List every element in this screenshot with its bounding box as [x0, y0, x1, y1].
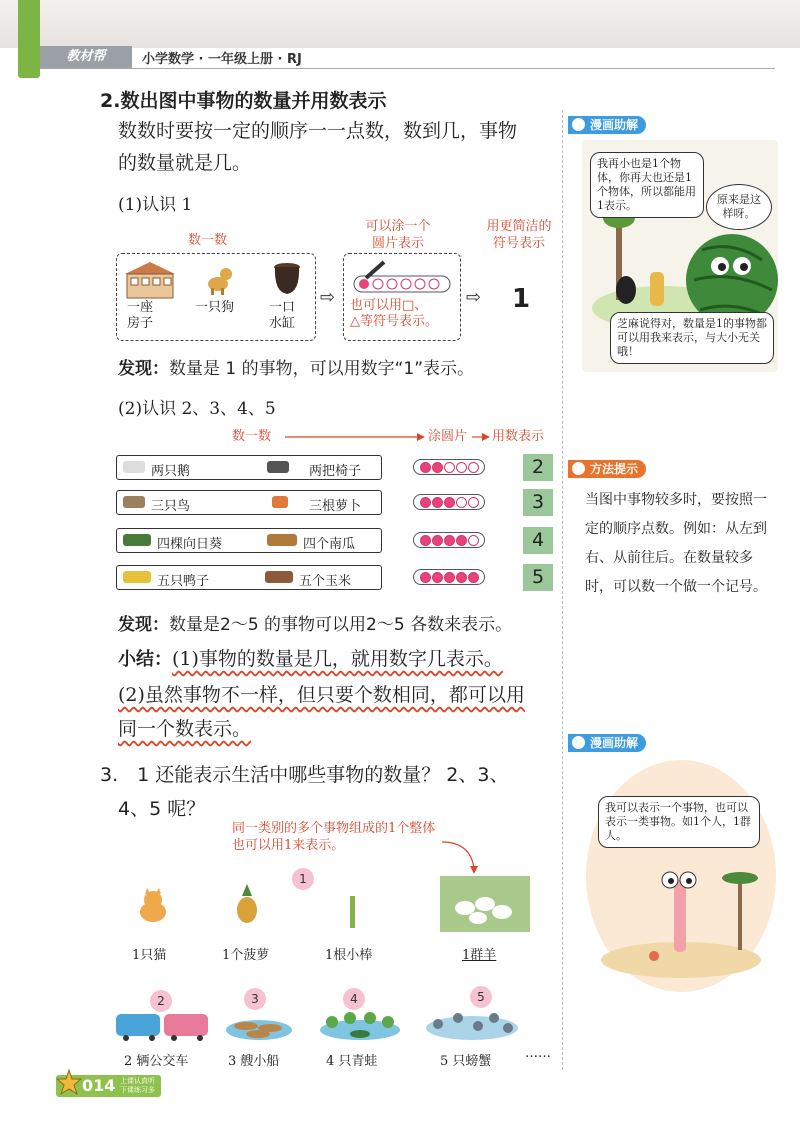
discover-1-label: 发现： — [118, 359, 169, 379]
water-jar-icon — [272, 262, 302, 296]
summary-line-3: 同一个数表示。 — [118, 718, 252, 740]
summary-line-2: (2)虽然事物不一样，但只要个数相同，都可以用 — [118, 684, 525, 706]
comic-help-title-1-text: 漫画助解 — [590, 118, 639, 132]
row-5-left: 五只鸭子 — [157, 574, 210, 589]
caption-one-cat: 1只猫 — [132, 948, 167, 963]
row-3-left: 三只鸟 — [151, 499, 191, 514]
flow-number: 用数表示 — [492, 429, 545, 444]
dots-4 — [413, 532, 485, 548]
row-3 — [116, 490, 382, 515]
star-mascot-icon — [56, 1068, 82, 1098]
note-symbol-line-2: 符号表示 — [492, 236, 545, 251]
discover-2-label: 发现： — [118, 615, 169, 635]
row-5 — [116, 565, 382, 590]
discover-1 — [118, 354, 474, 379]
note-color — [353, 218, 443, 252]
dot-empty — [468, 497, 479, 508]
frog-icon — [318, 1006, 402, 1042]
dot-filled — [420, 497, 431, 508]
comic-panel-2 — [586, 760, 776, 992]
brand-tag: 教材帮 — [40, 46, 132, 68]
duck-icon — [123, 571, 151, 583]
section-3-title-line-2: 4、5 呢？ — [118, 798, 206, 820]
dot-filled — [420, 535, 431, 546]
row-2 — [116, 455, 382, 480]
dots-2 — [413, 459, 485, 475]
section-3-note-line-1: 同一类别的多个事物组成的1个整体 — [232, 821, 436, 836]
flow-color: 涂圆片 — [428, 429, 468, 444]
dot-filled — [456, 535, 467, 546]
summary-line-1 — [118, 644, 503, 675]
dot-filled — [432, 497, 443, 508]
dots-5 — [413, 569, 485, 585]
bus-icon — [114, 1008, 210, 1042]
dot-filled — [432, 572, 443, 583]
row-2-left: 两只鹅 — [151, 464, 191, 479]
row-4-left: 四棵向日葵 — [157, 537, 223, 552]
caption-frogs: 4 只青蛙 — [326, 1054, 378, 1069]
row-3-right: 三根萝卜 — [309, 499, 362, 514]
method-tip-text: 当图中事物较多时，要按照一定的顺序点数。例如：从左到右、从前往后。在数量较多时，可以数一个做一个记号。 — [585, 492, 767, 595]
subsection-2-title: (2)认识 2、3、4、5 — [118, 399, 276, 419]
dot-filled — [456, 572, 467, 583]
header-band — [0, 0, 800, 48]
caption-jar-line-2: 水缸 — [269, 316, 296, 331]
sidebar-divider — [562, 110, 563, 1070]
house-icon — [123, 260, 177, 300]
discover-2 — [118, 610, 512, 635]
crab-icon — [424, 1006, 520, 1042]
sunflower-icon — [123, 534, 151, 546]
summary-label: 小结： — [118, 649, 172, 670]
dot-filled — [432, 535, 443, 546]
caption-one-pineapple: 1个菠萝 — [222, 948, 270, 963]
caption-house — [127, 300, 153, 332]
comic-icon — [572, 118, 585, 131]
arrow-right-icon: ⇨ — [466, 287, 482, 308]
section-3-note — [232, 820, 435, 854]
comic-icon — [572, 736, 585, 749]
note-color-line-1: 可以涂一个 — [365, 219, 431, 234]
alt-symbol-line-2: △等符号表示。 — [350, 314, 438, 329]
dot-empty — [456, 497, 467, 508]
dot-filled — [432, 462, 443, 473]
dot-filled — [468, 572, 479, 583]
subsection-1-title: (1)认识 1 — [118, 195, 193, 215]
sheep-flock-icon — [440, 876, 530, 932]
note-symbol — [474, 218, 564, 252]
comic-help-title-2-text: 漫画助解 — [590, 736, 639, 750]
intro-line-1: 数数时要按一定的顺序一一点数，数到几，事物 — [118, 120, 518, 142]
footer-slogan — [120, 1077, 155, 1095]
chair-icon — [267, 461, 289, 473]
comic-2-illustration — [586, 760, 776, 992]
note-color-line-2: 圆片表示 — [371, 236, 424, 251]
badge-3: 3 — [244, 988, 266, 1010]
caption-crabs: 5 只螃蟹 — [440, 1054, 492, 1069]
alt-symbol-line-1: 也可以用□、 — [350, 298, 428, 313]
one-badge: 1 — [292, 868, 314, 890]
note-count: 数一数 — [188, 233, 228, 248]
book-info: 小学数学 · 一年级上册 · RJ — [142, 52, 302, 67]
method-tip-title — [568, 460, 646, 478]
dot-empty — [468, 535, 479, 546]
alt-symbol-note — [350, 298, 438, 330]
caption-jar — [269, 300, 295, 332]
section-3-note-line-2: 也可以用1来表示。 — [232, 838, 345, 853]
bird-icon — [123, 496, 145, 508]
row-4 — [116, 528, 382, 553]
row-5-right: 五个玉米 — [299, 574, 352, 589]
number-badge-4: 4 — [523, 527, 553, 554]
flow-arrow-icon — [472, 430, 490, 444]
stick-icon — [348, 896, 358, 928]
row-4-right: 四个南瓜 — [303, 537, 356, 552]
dots-3 — [413, 494, 485, 510]
caption-dog: 一只狗 — [195, 300, 235, 315]
number-badge-3: 3 — [523, 489, 553, 516]
dot-empty — [456, 462, 467, 473]
caption-house-line-2: 房子 — [127, 316, 154, 331]
pumpkin-icon — [267, 534, 297, 546]
goose-icon — [123, 461, 145, 473]
header-green-tab — [18, 0, 40, 78]
arrow-right-icon: ⇨ — [320, 287, 336, 308]
number-badge-5: 5 — [523, 564, 553, 591]
pencil-circles-icon — [352, 260, 452, 296]
pineapple-icon — [232, 884, 262, 924]
note-symbol-line-1: 用更简洁的 — [486, 219, 552, 234]
dot-filled — [444, 535, 455, 546]
corn-icon — [265, 571, 293, 583]
flow-count: 数一数 — [232, 429, 272, 444]
discover-2-text: 数量是2～5 的事物可以用2～5 各数来表示。 — [169, 615, 513, 635]
number-badge-2: 2 — [523, 454, 553, 481]
page-number: 014 — [82, 1076, 116, 1095]
boat-icon — [224, 1008, 294, 1042]
caption-boats: 3 艘小船 — [228, 1054, 280, 1069]
dot-filled — [444, 572, 455, 583]
discover-1-text: 数量是 1 的事物，可以用数字“1”表示。 — [169, 359, 475, 379]
section-2-title: 2.数出图中事物的数量并用数表示 — [100, 90, 387, 112]
count-box — [116, 253, 316, 341]
comic-2-bubble: 我可以表示一个事物，也可以表示一类事物。如1个人，1群人。 — [598, 796, 760, 848]
caption-one-stick: 1根小棒 — [325, 948, 373, 963]
dot-filled — [420, 572, 431, 583]
row-2-right: 两把椅子 — [309, 464, 362, 479]
method-tip-title-text: 方法提示 — [590, 462, 639, 476]
dog-icon — [203, 264, 233, 296]
comic-help-title-1 — [568, 116, 646, 134]
caption-one-flock: 1群羊 — [462, 948, 497, 963]
dot-empty — [444, 462, 455, 473]
result-number: 1 — [512, 284, 531, 314]
badge-2: 2 — [150, 990, 172, 1012]
comic-1-bubble-1: 我再小也是1个物体，你再大也还是1个物体，所以都能用1表示。 — [590, 152, 704, 218]
dot-filled — [444, 497, 455, 508]
intro-line-2: 的数量就是几。 — [118, 152, 252, 174]
badge-4: 4 — [343, 988, 365, 1010]
comic-1-bubble-3: 芝麻说得对，数量是1的事物都可以用我来表示，与大小无关哦！ — [610, 312, 774, 364]
badge-5: 5 — [470, 986, 492, 1008]
curved-arrow-icon — [440, 838, 480, 874]
section-3-title-line-1: 3. 1 还能表示生活中哪些事物的数量？ 2、3、 — [100, 764, 509, 786]
footer-slogan-line-2: 下课练习多 — [120, 1086, 155, 1094]
flow-arrow-icon — [285, 430, 425, 444]
caption-jar-line-1: 一口 — [269, 300, 296, 315]
comic-panel-1 — [582, 140, 778, 372]
header-rule — [40, 68, 775, 69]
comic-1-bubble-2: 原来是这样呀。 — [706, 184, 772, 230]
color-box — [343, 253, 461, 341]
cat-icon — [135, 888, 171, 924]
carrot-icon — [272, 496, 288, 508]
ellipsis: …… — [525, 1046, 551, 1061]
tip-icon — [572, 462, 585, 475]
dot-empty — [468, 462, 479, 473]
dot-filled — [420, 462, 431, 473]
comic-help-title-2 — [568, 734, 646, 752]
footer-slogan-line-1: 上课认真听 — [120, 1077, 155, 1085]
caption-buses: 2 辆公交车 — [124, 1054, 189, 1069]
caption-house-line-1: 一座 — [127, 300, 154, 315]
summary-item-1: (1)事物的数量是几，就用数字几表示。 — [172, 648, 503, 670]
